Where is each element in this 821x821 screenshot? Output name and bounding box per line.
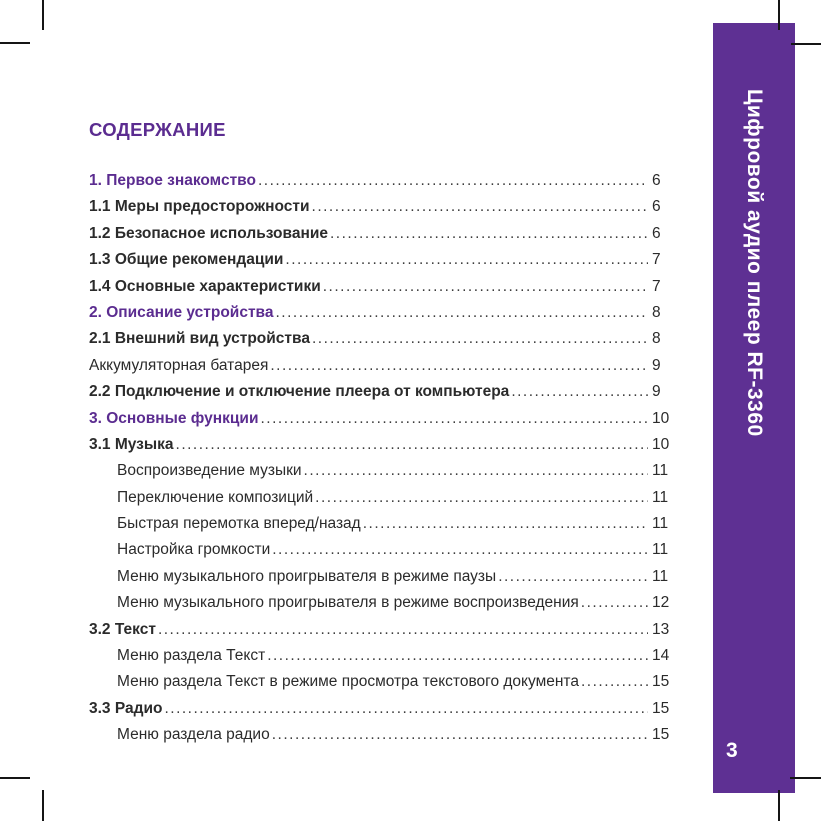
toc-entry-label: Аккумуляторная батарея — [89, 356, 269, 374]
toc-entry-page: 10 — [652, 435, 670, 453]
toc-entry-label: Меню раздела Текст — [117, 647, 266, 665]
toc-leader-dots — [260, 406, 648, 432]
toc-entry-label: 1.1 Меры предосторожности — [89, 198, 310, 216]
toc-leader-dots — [312, 326, 648, 352]
toc-entry-page: 8 — [652, 303, 661, 321]
toc-entry-label: 1. Первое знакомство — [89, 172, 256, 189]
toc-entry-label: 3.2 Текст — [89, 620, 156, 638]
toc-entry-label: 2.1 Внешний вид устройства — [89, 330, 310, 348]
toc-entry — [89, 485, 686, 511]
toc-entry — [89, 353, 686, 379]
toc-leader-dots — [330, 221, 648, 247]
toc-entry-page: 6 — [652, 198, 661, 216]
toc-entry — [89, 168, 686, 194]
toc-entry-page: 9 — [652, 383, 661, 401]
toc-entry — [89, 432, 686, 458]
toc-leader-dots — [498, 564, 648, 590]
toc-entry — [89, 406, 686, 432]
toc-leader-dots — [581, 669, 648, 695]
toc-entry-page: 11 — [652, 462, 669, 480]
side-tab — [713, 23, 795, 793]
toc-entry-label: 3.3 Радио — [89, 699, 163, 717]
toc-entry — [89, 247, 686, 273]
toc-entry-page: 14 — [652, 647, 670, 665]
toc-entry-label: 3.1 Музыка — [89, 435, 174, 453]
toc-entry-label: Воспроизведение музыки — [117, 462, 302, 480]
side-tab-product-title: Цифровой аудио плеер RF-3360 — [743, 89, 766, 437]
toc-entry-label: 2. Описание устройства — [89, 303, 274, 321]
toc-entry-page: 6 — [652, 224, 661, 242]
toc-entry — [89, 379, 686, 405]
toc-entry — [89, 326, 686, 352]
toc-entry — [89, 458, 686, 484]
toc-entry — [89, 221, 686, 247]
toc-entry-label: 1.2 Безопасное использование — [89, 224, 328, 242]
crop-mark-bottom-left-horizontal — [0, 777, 30, 779]
toc-leader-dots — [164, 696, 648, 722]
toc-leader-dots — [312, 194, 648, 220]
toc-entry — [89, 194, 686, 220]
crop-mark-bottom-right-vertical — [778, 790, 780, 821]
toc-entry-label: Меню музыкального проигрывателя в режиме паузы — [117, 567, 497, 585]
toc-entry-label: 2.2 Подключение и отключение плеера от компьютера — [89, 383, 510, 401]
toc-leader-dots — [285, 247, 648, 273]
toc-leader-dots — [323, 274, 648, 300]
toc-entry-label: Меню музыкального проигрывателя в режиме воспроизведения — [117, 594, 579, 612]
toc-entry-label: Меню раздела Текст в режиме просмотра текстового документа — [117, 673, 579, 691]
toc-leader-dots — [158, 617, 648, 643]
toc-entry-page: 15 — [652, 726, 670, 744]
toc-entry-page: 11 — [652, 567, 669, 585]
crop-mark-bottom-right-horizontal — [790, 777, 821, 779]
toc-entry-label: Меню раздела радио — [117, 726, 270, 744]
toc-entry-page: 13 — [652, 620, 670, 638]
toc-entry-label: Переключение композиций — [117, 488, 314, 506]
toc-entry — [89, 590, 686, 616]
toc-entry-page: 9 — [652, 356, 661, 374]
toc-entry-page: 11 — [652, 515, 669, 533]
toc-entry-page: 7 — [652, 277, 661, 295]
toc-leader-dots — [581, 590, 648, 616]
toc-entry-page: 7 — [652, 251, 661, 269]
toc-heading: СОДЕРЖАНИЕ — [89, 119, 226, 140]
toc-leader-dots — [270, 353, 648, 379]
toc-leader-dots — [363, 511, 648, 537]
toc-entry-label: 1.3 Общие рекомендации — [89, 251, 284, 269]
crop-mark-top-right-vertical — [778, 0, 780, 30]
page-number: 3 — [726, 739, 738, 762]
toc-leader-dots — [315, 485, 648, 511]
toc-entry — [89, 722, 686, 748]
toc-entry-page: 11 — [652, 541, 669, 559]
toc-entry — [89, 617, 686, 643]
toc-entry-page: 15 — [652, 699, 670, 717]
toc-leader-dots — [276, 300, 649, 326]
toc-leader-dots — [272, 537, 648, 563]
toc-entry — [89, 300, 686, 326]
crop-mark-top-right-horizontal — [791, 43, 821, 45]
table-of-contents — [89, 119, 686, 749]
crop-mark-top-left-horizontal — [0, 42, 30, 44]
toc-entry-page: 8 — [652, 330, 661, 348]
toc-entry — [89, 511, 686, 537]
toc-leader-dots — [272, 722, 648, 748]
toc-entry-page: 11 — [652, 488, 669, 506]
toc-leader-dots — [267, 643, 648, 669]
toc-entry-label: Настройка громкости — [117, 541, 271, 559]
toc-entry-label: Быстрая перемотка вперед/назад — [117, 515, 361, 533]
toc-entry-page: 6 — [652, 172, 661, 189]
crop-mark-top-left-vertical — [42, 0, 44, 30]
toc-entry-label: 3. Основные функции — [89, 409, 259, 427]
toc-entry — [89, 537, 686, 563]
toc-entry-page: 15 — [652, 673, 670, 691]
toc-leader-dots — [176, 432, 648, 458]
toc-entry-page: 12 — [652, 594, 670, 612]
crop-mark-bottom-left-vertical — [42, 790, 44, 821]
toc-entry-page: 10 — [652, 409, 670, 427]
toc-entry-label: 1.4 Основные характеристики — [89, 277, 321, 295]
toc-leader-dots — [258, 168, 648, 194]
toc-entry — [89, 643, 686, 669]
toc-entry — [89, 274, 686, 300]
toc-leader-dots — [511, 379, 648, 405]
toc-entry — [89, 669, 686, 695]
toc-leader-dots — [304, 458, 648, 484]
toc-entry — [89, 696, 686, 722]
toc-entry — [89, 564, 686, 590]
toc-entry-list — [89, 168, 686, 749]
